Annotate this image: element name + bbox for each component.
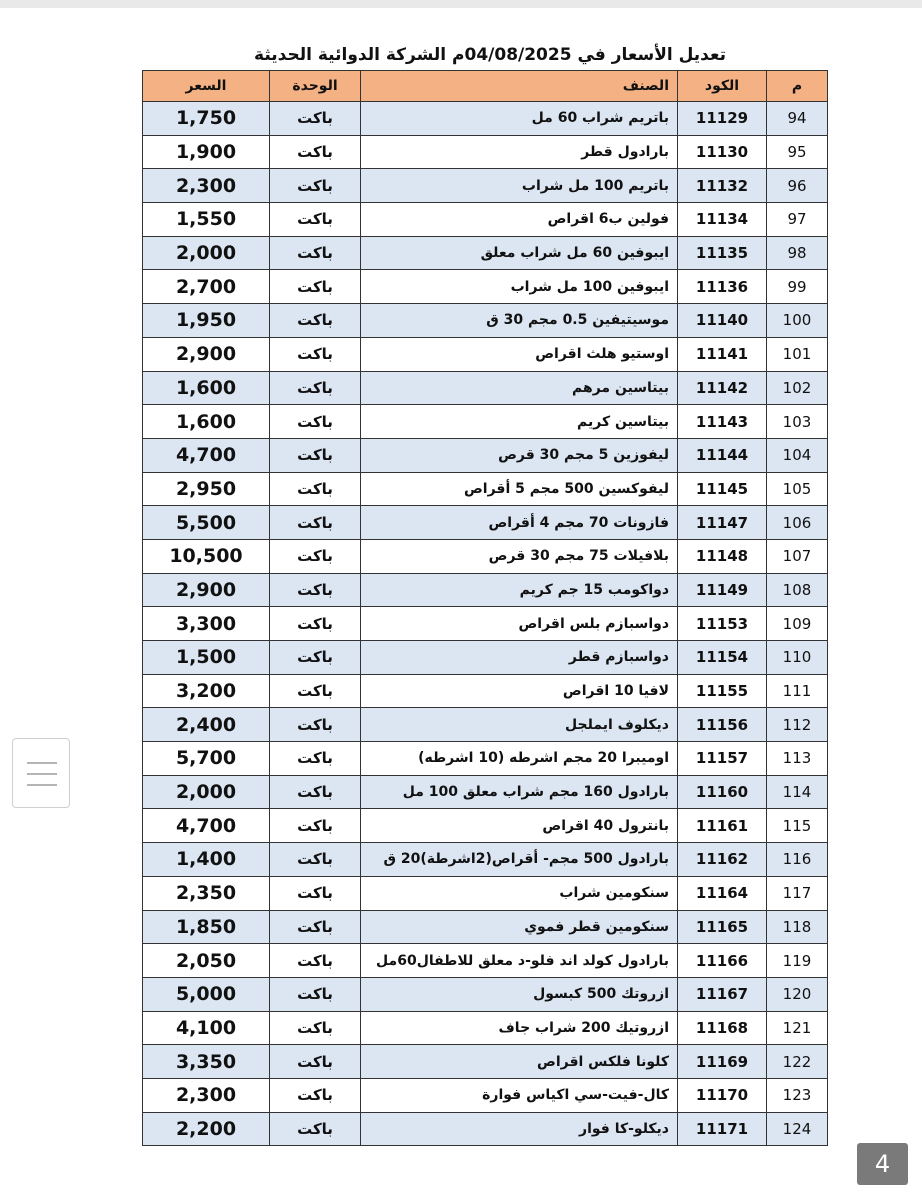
cell-price: 2,400 <box>143 708 270 742</box>
table-row <box>143 809 828 843</box>
cell-index: 95 <box>767 135 828 169</box>
top-strip <box>0 0 922 8</box>
table-row <box>143 506 828 540</box>
table-row <box>143 169 828 203</box>
cell-unit: باكت <box>270 270 361 304</box>
cell-item: لافيا 10 اقراص <box>361 674 678 708</box>
hamburger-menu-icon[interactable] <box>12 738 70 808</box>
cell-price: 2,050 <box>143 944 270 978</box>
cell-price: 3,350 <box>143 1045 270 1079</box>
table-row <box>143 674 828 708</box>
cell-price: 4,700 <box>143 438 270 472</box>
cell-code: 11153 <box>678 607 767 641</box>
cell-code: 11147 <box>678 506 767 540</box>
cell-code: 11129 <box>678 102 767 136</box>
cell-item: ديكلو-كا فوار <box>361 1112 678 1146</box>
table-row <box>143 742 828 776</box>
menu-line <box>27 773 57 775</box>
cell-index: 98 <box>767 236 828 270</box>
cell-code: 11130 <box>678 135 767 169</box>
cell-code: 11141 <box>678 337 767 371</box>
cell-code: 11166 <box>678 944 767 978</box>
table-row <box>143 135 828 169</box>
cell-price: 4,700 <box>143 809 270 843</box>
cell-unit: باكت <box>270 742 361 776</box>
cell-code: 11161 <box>678 809 767 843</box>
cell-index: 100 <box>767 304 828 338</box>
cell-code: 11136 <box>678 270 767 304</box>
cell-code: 11168 <box>678 1011 767 1045</box>
cell-item: بلافيلات 75 مجم 30 قرص <box>361 539 678 573</box>
cell-unit: باكت <box>270 977 361 1011</box>
cell-item: اوستيو هلث اقراص <box>361 337 678 371</box>
cell-unit: باكت <box>270 1011 361 1045</box>
cell-item: كال-فيت-سي اكياس فوارة <box>361 1078 678 1112</box>
cell-price: 2,200 <box>143 1112 270 1146</box>
table-row <box>143 438 828 472</box>
table-row <box>143 573 828 607</box>
cell-index: 118 <box>767 910 828 944</box>
cell-unit: باكت <box>270 809 361 843</box>
document-title: تعديل الأسعار في 04/08/2025م الشركة الدوائية الحديثة <box>254 45 726 65</box>
cell-unit: باكت <box>270 1045 361 1079</box>
cell-index: 124 <box>767 1112 828 1146</box>
cell-item: دواكومب 15 جم كريم <box>361 573 678 607</box>
table-row <box>143 102 828 136</box>
cell-price: 2,700 <box>143 270 270 304</box>
cell-code: 11160 <box>678 775 767 809</box>
cell-unit: باكت <box>270 506 361 540</box>
cell-price: 2,350 <box>143 876 270 910</box>
cell-index: 119 <box>767 944 828 978</box>
cell-unit: باكت <box>270 135 361 169</box>
cell-unit: باكت <box>270 1112 361 1146</box>
cell-index: 97 <box>767 203 828 237</box>
table-row <box>143 876 828 910</box>
cell-price: 2,300 <box>143 1078 270 1112</box>
cell-price: 2,900 <box>143 337 270 371</box>
cell-unit: باكت <box>270 438 361 472</box>
cell-unit: باكت <box>270 708 361 742</box>
header-code: الكود <box>678 71 767 102</box>
cell-unit: باكت <box>270 573 361 607</box>
cell-item: ايبوفين 100 مل شراب <box>361 270 678 304</box>
cell-price: 2,900 <box>143 573 270 607</box>
cell-index: 107 <box>767 539 828 573</box>
cell-unit: باكت <box>270 337 361 371</box>
cell-index: 121 <box>767 1011 828 1045</box>
cell-price: 5,000 <box>143 977 270 1011</box>
cell-index: 115 <box>767 809 828 843</box>
cell-code: 11157 <box>678 742 767 776</box>
page-number-badge[interactable]: 4 <box>857 1143 908 1185</box>
cell-unit: باكت <box>270 236 361 270</box>
cell-item: بارادول 160 مجم شراب معلق 100 مل <box>361 775 678 809</box>
cell-item: باتريم شراب 60 مل <box>361 102 678 136</box>
cell-unit: باكت <box>270 539 361 573</box>
cell-code: 11145 <box>678 472 767 506</box>
cell-price: 10,500 <box>143 539 270 573</box>
table-row <box>143 304 828 338</box>
table-row <box>143 1112 828 1146</box>
cell-price: 1,400 <box>143 843 270 877</box>
cell-index: 114 <box>767 775 828 809</box>
cell-index: 122 <box>767 1045 828 1079</box>
cell-code: 11169 <box>678 1045 767 1079</box>
cell-price: 1,950 <box>143 304 270 338</box>
cell-unit: باكت <box>270 304 361 338</box>
cell-index: 112 <box>767 708 828 742</box>
table-row <box>143 708 828 742</box>
cell-price: 2,300 <box>143 169 270 203</box>
cell-unit: باكت <box>270 607 361 641</box>
cell-unit: باكت <box>270 102 361 136</box>
cell-unit: باكت <box>270 405 361 439</box>
cell-unit: باكت <box>270 371 361 405</box>
cell-price: 1,900 <box>143 135 270 169</box>
cell-item: باتريم 100 مل شراب <box>361 169 678 203</box>
cell-code: 11135 <box>678 236 767 270</box>
table-row <box>143 910 828 944</box>
cell-item: بيتاسين كريم <box>361 405 678 439</box>
cell-item: سنكومين قطر فموي <box>361 910 678 944</box>
table-row <box>143 270 828 304</box>
cell-price: 1,750 <box>143 102 270 136</box>
cell-code: 11156 <box>678 708 767 742</box>
table-row <box>143 472 828 506</box>
cell-item: ليفوكسين 500 مجم 5 أقراص <box>361 472 678 506</box>
table-row <box>143 203 828 237</box>
cell-price: 2,000 <box>143 236 270 270</box>
cell-item: سنكومين شراب <box>361 876 678 910</box>
cell-item: كلونا فلكس اقراص <box>361 1045 678 1079</box>
cell-index: 110 <box>767 641 828 675</box>
cell-index: 117 <box>767 876 828 910</box>
cell-unit: باكت <box>270 472 361 506</box>
cell-code: 11167 <box>678 977 767 1011</box>
cell-unit: باكت <box>270 203 361 237</box>
cell-index: 105 <box>767 472 828 506</box>
menu-line <box>27 762 57 764</box>
cell-code: 11134 <box>678 203 767 237</box>
cell-item: بيتاسين مرهم <box>361 371 678 405</box>
cell-unit: باكت <box>270 674 361 708</box>
cell-code: 11140 <box>678 304 767 338</box>
header-unit: الوحدة <box>270 71 361 102</box>
cell-index: 109 <box>767 607 828 641</box>
table-row <box>143 1078 828 1112</box>
cell-price: 5,500 <box>143 506 270 540</box>
cell-code: 11155 <box>678 674 767 708</box>
table-row <box>143 944 828 978</box>
cell-code: 11162 <box>678 843 767 877</box>
cell-item: موسيتيفين 0.5 مجم 30 ق <box>361 304 678 338</box>
table-header-row <box>143 71 828 102</box>
cell-index: 113 <box>767 742 828 776</box>
cell-index: 111 <box>767 674 828 708</box>
table-row <box>143 539 828 573</box>
cell-index: 116 <box>767 843 828 877</box>
table-row <box>143 337 828 371</box>
cell-unit: باكت <box>270 169 361 203</box>
cell-price: 1,850 <box>143 910 270 944</box>
cell-code: 11171 <box>678 1112 767 1146</box>
cell-code: 11149 <box>678 573 767 607</box>
cell-index: 120 <box>767 977 828 1011</box>
cell-price: 1,500 <box>143 641 270 675</box>
table-row <box>143 607 828 641</box>
table-row <box>143 1045 828 1079</box>
table-body <box>143 102 828 1146</box>
cell-code: 11143 <box>678 405 767 439</box>
header-price: السعر <box>143 71 270 102</box>
cell-item: ايبوفين 60 مل شراب معلق <box>361 236 678 270</box>
cell-unit: باكت <box>270 775 361 809</box>
cell-index: 106 <box>767 506 828 540</box>
cell-item: فازونات 70 مجم 4 أقراص <box>361 506 678 540</box>
cell-index: 103 <box>767 405 828 439</box>
cell-item: فولين ب6 اقراص <box>361 203 678 237</box>
cell-unit: باكت <box>270 944 361 978</box>
cell-item: ازروتك 500 كبسول <box>361 977 678 1011</box>
table-row <box>143 775 828 809</box>
table-row <box>143 236 828 270</box>
cell-item: بارادول كولد اند فلو-د معلق للاطفال60مل <box>361 944 678 978</box>
cell-code: 11165 <box>678 910 767 944</box>
price-table <box>142 70 828 1146</box>
cell-price: 2,000 <box>143 775 270 809</box>
table-row <box>143 405 828 439</box>
cell-code: 11142 <box>678 371 767 405</box>
cell-item: ازروتيك 200 شراب جاف <box>361 1011 678 1045</box>
cell-price: 1,550 <box>143 203 270 237</box>
cell-price: 2,950 <box>143 472 270 506</box>
table-row <box>143 1011 828 1045</box>
cell-index: 123 <box>767 1078 828 1112</box>
cell-unit: باكت <box>270 1078 361 1112</box>
cell-price: 1,600 <box>143 405 270 439</box>
table-row <box>143 843 828 877</box>
cell-unit: باكت <box>270 641 361 675</box>
cell-unit: باكت <box>270 876 361 910</box>
header-index: م <box>767 71 828 102</box>
table-row <box>143 977 828 1011</box>
cell-price: 1,600 <box>143 371 270 405</box>
cell-code: 11132 <box>678 169 767 203</box>
header-item: الصنف <box>361 71 678 102</box>
cell-price: 3,300 <box>143 607 270 641</box>
cell-price: 5,700 <box>143 742 270 776</box>
table-row <box>143 371 828 405</box>
cell-item: ديكلوف ايملجل <box>361 708 678 742</box>
menu-line <box>27 784 57 786</box>
cell-index: 94 <box>767 102 828 136</box>
cell-item: بارادول 500 مجم- أقراص(2اشرطة)20 ق <box>361 843 678 877</box>
cell-item: دواسبازم قطر <box>361 641 678 675</box>
cell-code: 11170 <box>678 1078 767 1112</box>
cell-code: 11144 <box>678 438 767 472</box>
cell-item: بانترول 40 اقراص <box>361 809 678 843</box>
cell-item: اوميبرا 20 مجم اشرطه (10 اشرطه) <box>361 742 678 776</box>
table-row <box>143 641 828 675</box>
cell-unit: باكت <box>270 910 361 944</box>
cell-index: 101 <box>767 337 828 371</box>
cell-index: 99 <box>767 270 828 304</box>
cell-index: 96 <box>767 169 828 203</box>
cell-item: دواسبازم بلس اقراص <box>361 607 678 641</box>
cell-price: 4,100 <box>143 1011 270 1045</box>
cell-item: ليفوزين 5 مجم 30 قرص <box>361 438 678 472</box>
cell-index: 108 <box>767 573 828 607</box>
cell-price: 3,200 <box>143 674 270 708</box>
cell-item: بارادول قطر <box>361 135 678 169</box>
cell-unit: باكت <box>270 843 361 877</box>
cell-code: 11154 <box>678 641 767 675</box>
cell-code: 11164 <box>678 876 767 910</box>
cell-code: 11148 <box>678 539 767 573</box>
cell-index: 102 <box>767 371 828 405</box>
cell-index: 104 <box>767 438 828 472</box>
